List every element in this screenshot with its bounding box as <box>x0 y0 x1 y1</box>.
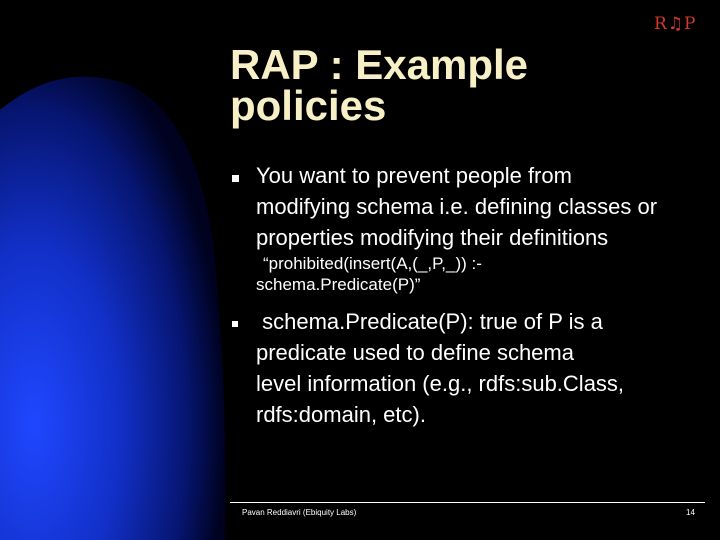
sub-line-2: schema.Predicate(P)” <box>256 275 421 294</box>
title-line-2: policies <box>230 82 387 129</box>
bullet-square-icon <box>232 175 239 182</box>
bullet-2-line-1: schema.Predicate(P): true of P is a <box>256 309 603 334</box>
footer-page-number: 14 <box>686 508 695 517</box>
footer-author: Pavan Reddiavri (Ebiquity Labs) <box>242 508 357 517</box>
sub-bullet-rule <box>256 253 586 295</box>
sub-line-1: “prohibited(insert(A,(_,P,_)) :- <box>263 254 482 273</box>
title-line-1: RAP : Example <box>230 41 528 88</box>
bullet-2-text <box>256 306 624 430</box>
footer-divider <box>230 502 705 503</box>
bullet-1-line-3: properties modifying their definitions <box>256 225 609 250</box>
bullet-1-line-2: modifying schema i.e. defining classes or <box>256 194 658 219</box>
bullet-2-line-3: level information (e.g., rdfs:sub.Class, <box>256 371 625 396</box>
bullet-2-line-4: rdfs:domain, etc). <box>256 402 426 427</box>
rap-logo: R♫P <box>654 14 697 34</box>
bullet-square-icon <box>232 321 238 327</box>
bullet-2-line-2: predicate used to define schema <box>256 340 574 365</box>
bullet-1-text <box>256 160 657 253</box>
bullet-1-line-1: You want to prevent people from <box>256 163 572 188</box>
slide-title <box>230 41 700 129</box>
